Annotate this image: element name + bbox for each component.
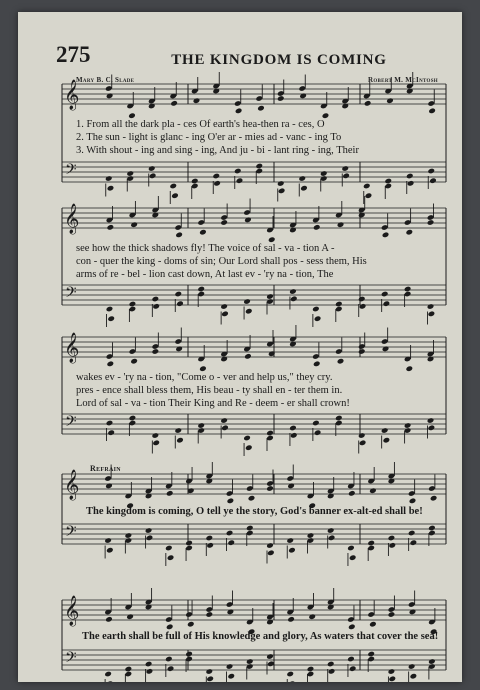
note-head xyxy=(165,656,173,663)
lyricist-credit: Mary B. C. Slade xyxy=(76,76,135,84)
note-head xyxy=(166,490,174,497)
note-head xyxy=(106,680,114,682)
note-head xyxy=(277,95,285,102)
note-head xyxy=(388,542,396,549)
verse-2-line-1: 2. The sun - light is glanc - ing O'er ar - mies ad - vanc - ing To xyxy=(76,132,342,143)
note-head xyxy=(171,192,179,199)
refrain-line-2: The earth shall be full of His knowledge and glory, As waters that cover the sea! xyxy=(82,631,439,642)
note-head xyxy=(290,432,298,439)
note-head xyxy=(246,525,254,532)
note-head xyxy=(428,658,436,665)
note-head xyxy=(245,444,253,451)
note-head xyxy=(358,432,366,439)
note-head xyxy=(175,346,183,353)
note-head xyxy=(187,621,195,628)
verse-3-line-2: arms of re - bel - lion cast down, At last ev - 'ry na - tion, The xyxy=(76,269,334,280)
note-head xyxy=(313,361,321,368)
note-head xyxy=(245,308,253,315)
note-head xyxy=(266,485,274,492)
note-head xyxy=(337,221,345,228)
note-head xyxy=(152,432,160,439)
note-head xyxy=(364,100,372,107)
note-head xyxy=(145,661,153,668)
note-head xyxy=(107,429,115,436)
note-head xyxy=(349,554,357,561)
note-head xyxy=(176,437,184,444)
note-head xyxy=(169,183,177,190)
note-head xyxy=(410,673,418,680)
note-head xyxy=(358,296,366,303)
verse-2-line-2: con - quer the king - doms of sin; Our Lord shall pos - sess them, His xyxy=(76,256,367,267)
note-head xyxy=(174,427,182,434)
note-head xyxy=(288,547,296,554)
note-head xyxy=(166,624,174,631)
note-head xyxy=(106,306,114,313)
note-head xyxy=(197,286,205,293)
hymn-title: THE KINGDOM IS COMING xyxy=(171,52,387,68)
note-head xyxy=(199,365,207,372)
note-head xyxy=(428,525,436,532)
note-head xyxy=(105,616,113,623)
note-head xyxy=(277,180,285,187)
note-head xyxy=(146,668,154,675)
note-head xyxy=(386,97,394,104)
note-head xyxy=(299,93,307,100)
note-head xyxy=(409,609,417,616)
verse-3-line-1: 3. With shout - ing and sing - ing, And ju - bi - lant ring - ing, Their xyxy=(76,145,359,156)
note-head xyxy=(226,530,234,537)
note-head xyxy=(358,348,366,355)
note-head xyxy=(227,673,235,680)
note-head xyxy=(313,224,321,231)
music-notation xyxy=(18,12,462,682)
note-head xyxy=(347,545,355,552)
note-head xyxy=(408,530,416,537)
note-head xyxy=(191,178,199,185)
treble-clef-icon: 𝄞 xyxy=(64,204,80,234)
note-head xyxy=(236,177,244,184)
note-head xyxy=(267,550,275,557)
note-head xyxy=(126,170,134,177)
note-head xyxy=(129,415,137,422)
note-head xyxy=(288,680,296,682)
verse-3-line-3: Lord of sal - va - tion Their King and Re - deem - er shall crown! xyxy=(76,398,350,409)
treble-clef-icon: 𝄞 xyxy=(64,333,80,363)
note-head xyxy=(367,540,375,547)
note-head xyxy=(185,540,193,547)
note-head xyxy=(193,97,201,104)
note-head xyxy=(146,535,154,542)
note-head xyxy=(290,296,298,303)
bass-clef-icon: 𝄢 xyxy=(65,523,77,544)
note-head xyxy=(337,358,345,365)
note-head xyxy=(342,173,350,180)
note-head xyxy=(226,663,234,670)
note-head xyxy=(314,315,322,322)
note-head xyxy=(104,537,112,544)
note-head xyxy=(220,417,228,424)
note-head xyxy=(152,303,160,310)
note-head xyxy=(381,291,389,298)
note-head xyxy=(106,547,114,554)
note-head xyxy=(363,183,371,190)
note-head xyxy=(227,539,235,546)
note-head xyxy=(369,621,377,628)
note-head xyxy=(382,232,390,239)
note-head xyxy=(428,108,436,115)
note-head xyxy=(300,185,308,192)
note-head xyxy=(248,495,256,502)
composer-credit: Robert M. McIntosh xyxy=(368,76,438,84)
note-head xyxy=(234,168,242,175)
note-head xyxy=(244,353,252,360)
note-head xyxy=(266,293,274,300)
note-head xyxy=(227,609,235,616)
note-head xyxy=(341,165,349,172)
note-head xyxy=(388,676,396,682)
refrain-line-1: The kingdom is coming, O tell ye the story, God's banner ex-alt-ed shall be! xyxy=(86,506,423,517)
note-head xyxy=(175,232,183,239)
note-head xyxy=(407,180,415,187)
note-head xyxy=(320,170,328,177)
note-head xyxy=(388,611,396,618)
note-head xyxy=(286,537,294,544)
note-head xyxy=(130,221,138,228)
note-head xyxy=(406,365,414,372)
note-head xyxy=(227,498,235,505)
note-head xyxy=(149,173,157,180)
note-head xyxy=(427,219,435,226)
bass-clef-icon: 𝄢 xyxy=(65,413,77,434)
note-head xyxy=(145,527,153,534)
note-head xyxy=(167,554,175,561)
note-head xyxy=(107,224,115,231)
note-head xyxy=(348,490,356,497)
note-head xyxy=(287,483,295,490)
note-head xyxy=(347,656,355,663)
note-head xyxy=(246,658,254,665)
note-head xyxy=(185,651,193,658)
note-head xyxy=(427,303,435,310)
note-head xyxy=(243,298,251,305)
hymn-number: 275 xyxy=(56,42,91,67)
note-head xyxy=(129,301,137,308)
note-head xyxy=(255,163,263,170)
note-head xyxy=(335,301,343,308)
note-head xyxy=(125,532,133,539)
note-head xyxy=(312,420,320,427)
note-head xyxy=(428,425,436,432)
note-head xyxy=(221,425,229,432)
note-head xyxy=(314,429,322,436)
hymnal-page xyxy=(18,12,462,682)
note-head xyxy=(383,437,391,444)
note-head xyxy=(307,666,315,673)
note-head xyxy=(206,535,214,542)
note-head xyxy=(307,532,315,539)
verse-1-line-2: see how the thick shadows fly! The voice of sal - va - tion A - xyxy=(76,243,335,254)
note-head xyxy=(107,315,115,322)
note-head xyxy=(406,229,414,236)
note-head xyxy=(213,180,221,187)
note-head xyxy=(206,676,214,682)
note-head xyxy=(388,535,396,542)
note-head xyxy=(388,668,396,675)
note-head xyxy=(349,665,357,672)
note-head xyxy=(221,311,229,318)
note-head xyxy=(335,415,343,422)
note-head xyxy=(381,427,389,434)
note-head xyxy=(165,545,173,552)
refrain-label: Refrain xyxy=(90,464,121,473)
note-head xyxy=(384,178,392,185)
note-head xyxy=(286,671,294,678)
note-head xyxy=(220,303,228,310)
treble-clef-icon: 𝄞 xyxy=(64,596,80,626)
note-head xyxy=(266,542,274,549)
note-head xyxy=(152,296,160,303)
note-head xyxy=(312,306,320,313)
note-head xyxy=(199,229,207,236)
note-head xyxy=(289,425,297,432)
verse-1-line-1: 1. From all the dark pla - ces Of earth's hea-then ra - ces, O xyxy=(76,119,325,130)
bass-clef-icon: 𝄢 xyxy=(65,284,77,305)
note-head xyxy=(125,666,133,673)
bass-clef-icon: 𝄢 xyxy=(65,649,77,670)
note-head xyxy=(428,311,436,318)
note-head xyxy=(308,613,316,620)
note-head xyxy=(359,440,367,447)
note-head xyxy=(206,668,214,675)
note-head xyxy=(257,105,265,112)
note-head xyxy=(244,217,252,224)
note-head xyxy=(327,661,335,668)
note-head xyxy=(327,527,335,534)
note-head xyxy=(243,435,251,442)
note-head xyxy=(148,165,156,172)
note-head xyxy=(220,219,228,226)
note-head xyxy=(130,358,138,365)
note-head xyxy=(278,188,286,195)
note-head xyxy=(406,173,414,180)
note-head xyxy=(174,291,182,298)
note-head xyxy=(322,112,330,119)
note-head xyxy=(206,611,214,618)
verse-1-line-3: wakes ev - 'ry na - tion, "Come o - ver and help us," they cry. xyxy=(76,372,333,383)
note-head xyxy=(369,487,377,494)
note-head xyxy=(197,422,205,429)
note-head xyxy=(126,613,134,620)
note-head xyxy=(404,286,412,293)
note-head xyxy=(128,112,136,119)
note-head xyxy=(427,168,435,175)
note-head xyxy=(348,624,356,631)
note-head xyxy=(289,288,297,295)
note-head xyxy=(266,653,274,660)
note-head xyxy=(365,192,373,199)
note-head xyxy=(206,542,214,549)
note-head xyxy=(298,175,306,182)
note-head xyxy=(107,361,115,368)
note-head xyxy=(427,417,435,424)
note-head xyxy=(367,651,375,658)
note-head xyxy=(410,539,418,546)
note-head xyxy=(106,93,114,100)
note-head xyxy=(170,100,178,107)
note-head xyxy=(382,346,390,353)
note-head xyxy=(212,173,220,180)
note-head xyxy=(287,616,295,623)
note-head xyxy=(429,177,437,184)
note-head xyxy=(266,430,274,437)
note-head xyxy=(152,348,160,355)
note-head xyxy=(328,668,336,675)
note-head xyxy=(106,420,114,427)
bass-clef-icon: 𝄢 xyxy=(65,161,77,182)
note-head xyxy=(235,108,243,115)
note-head xyxy=(268,236,276,243)
note-head xyxy=(408,663,416,670)
note-head xyxy=(107,185,115,192)
note-head xyxy=(104,671,112,678)
note-head xyxy=(383,300,391,307)
note-head xyxy=(152,440,160,447)
note-head xyxy=(105,175,113,182)
note-head xyxy=(328,535,336,542)
note-head xyxy=(409,498,417,505)
note-head xyxy=(167,665,175,672)
note-head xyxy=(430,495,438,502)
treble-clef-icon: 𝄞 xyxy=(64,80,80,110)
note-head xyxy=(404,422,412,429)
treble-clef-icon: 𝄞 xyxy=(64,470,80,500)
note-head xyxy=(176,300,184,307)
note-head xyxy=(105,483,113,490)
verse-2-line-3: pres - ence shall bless them, His beau - ty shall en - ter them in. xyxy=(76,385,343,396)
